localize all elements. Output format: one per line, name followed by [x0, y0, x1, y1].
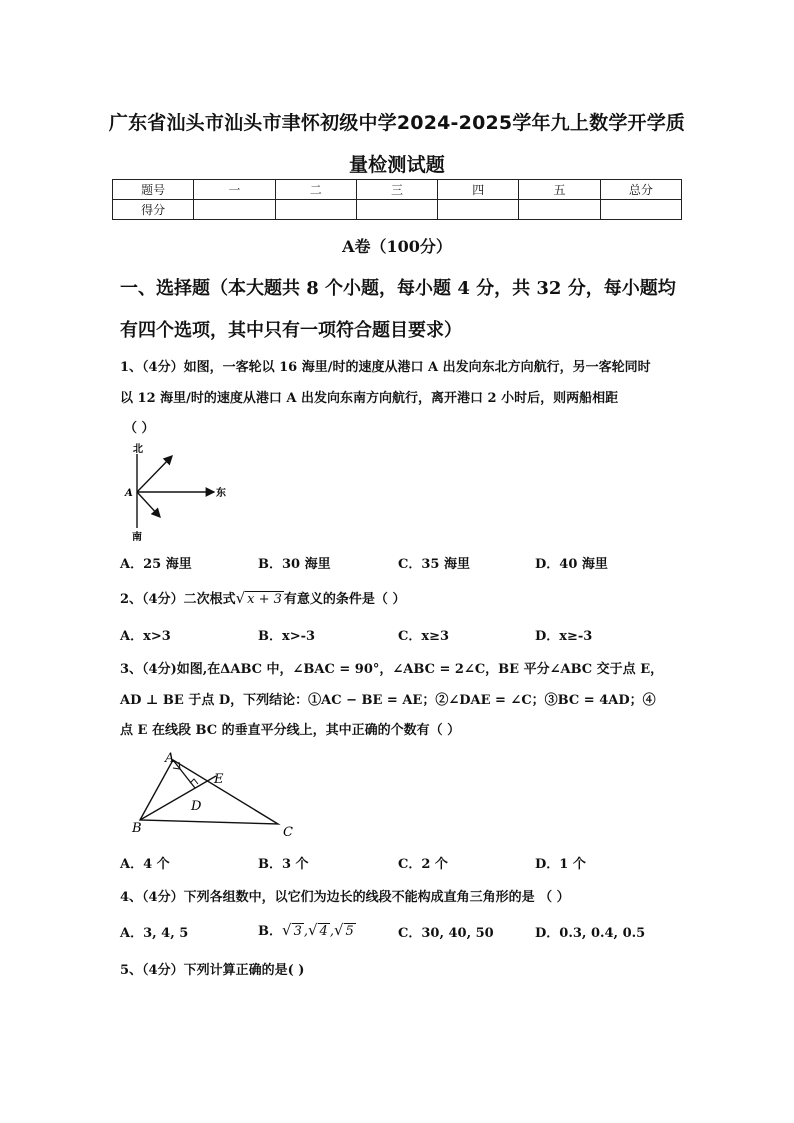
- q4-option-a[interactable]: A．3, 4, 5: [120, 926, 189, 941]
- southeast-ship-path: [137, 492, 160, 517]
- q4-text: 4、（4分）下列各组数中，以它们为边长的线段不能构成直角三角形的是 （ ）: [120, 890, 570, 905]
- doc-title-line2: 量检测试题: [348, 154, 445, 176]
- point-d-label: D: [191, 799, 202, 814]
- score-table-header-row: [113, 180, 682, 200]
- q3-triangle-figure: [128, 748, 303, 840]
- q3-option-a[interactable]: A．4 个: [120, 857, 170, 872]
- q4-option-c[interactable]: C．30, 40, 50: [398, 926, 494, 941]
- score-table-score-row: [113, 200, 682, 220]
- north-label: 北: [133, 444, 143, 455]
- vertex-c-label: C: [283, 825, 293, 840]
- score-cell-blank[interactable]: [356, 200, 437, 220]
- vertex-a-label: A: [165, 751, 175, 766]
- q2-sqrt-sign: √: [235, 589, 246, 607]
- q1-option-d[interactable]: D．40 海里: [535, 557, 608, 572]
- point-e-label: E: [214, 772, 224, 787]
- score-cell-header: 一: [194, 180, 275, 200]
- q1-compass-figure: [120, 440, 230, 545]
- q4-root-1: 3: [293, 924, 302, 939]
- section1-heading-line2: 有四个选项，其中只有一项符合题目要求）: [120, 320, 462, 341]
- score-cell-label: 得分: [113, 200, 194, 220]
- score-cell-blank[interactable]: [438, 200, 519, 220]
- score-cell-header: 四: [438, 180, 519, 200]
- score-cell-blank[interactable]: [275, 200, 356, 220]
- q2-option-d[interactable]: D．x≥-3: [535, 629, 593, 644]
- q1-option-c[interactable]: C．35 海里: [398, 557, 470, 572]
- score-cell-blank[interactable]: [600, 200, 681, 220]
- score-cell-blank[interactable]: [194, 200, 275, 220]
- q1-text-line2: 以 12 海里/时的速度从港口 A 出发向东南方向航行，离开港口 2 小时后，则两船相距: [120, 391, 619, 406]
- q2-radicand: x + 3: [247, 592, 282, 607]
- score-cell-blank[interactable]: [519, 200, 600, 220]
- q1-text-line3: （ ）: [124, 421, 155, 436]
- q1-text-line1: 1、（4分）如图，一客轮以 16 海里/时的速度从港口 A 出发向东北方向航行，另一客轮同时: [120, 360, 651, 375]
- q5-text: 5、（4分）下列计算正确的是( ): [120, 963, 305, 978]
- south-label: 南: [132, 532, 142, 543]
- q1-option-b[interactable]: B．30 海里: [258, 557, 331, 572]
- origin-label: A: [125, 488, 133, 499]
- q2-option-c[interactable]: C．x≥3: [398, 629, 450, 644]
- score-cell-header: 总分: [600, 180, 681, 200]
- section1-heading-line1: 一、选择题（本大题共 8 个小题，每小题 4 分，共 32 分，每小题均: [120, 278, 676, 299]
- sqrt-icon: √: [282, 921, 292, 939]
- perpendicular-ad: [173, 760, 195, 788]
- score-cell-header: 三: [356, 180, 437, 200]
- volume-heading: A卷（100分）: [342, 237, 452, 256]
- q2-text-post: 有意义的条件是（ ）: [283, 592, 406, 607]
- doc-title-line1: 广东省汕头市汕头市聿怀初级中学2024-2025学年九上数学开学质: [108, 112, 686, 134]
- q4-root-2: 4: [319, 924, 328, 939]
- q3-text-line1: 3、（4分)如图,在ΔABC 中，∠BAC = 90°，∠ABC = 2∠C，BE 平分∠ABC 交于点 E，: [120, 662, 664, 677]
- q2-text: [120, 588, 405, 607]
- q3-option-c[interactable]: C．2 个: [398, 857, 448, 872]
- sqrt-icon: √: [333, 921, 344, 939]
- q3-text-line2: AD ⊥ BE 于点 D，下列结论：①AC − BE = AE；②∠DAE = ∠C；③BC = 4AD；④: [120, 693, 656, 708]
- q3-option-d[interactable]: D．1 个: [535, 857, 586, 872]
- q2-text-pre: 2、（4分）二次根式: [120, 592, 236, 607]
- score-cell-header: 题号: [113, 180, 194, 200]
- q2-option-b[interactable]: B．x>-3: [258, 629, 316, 644]
- q4-option-b[interactable]: B．√ 3 ,√ 4 ,√ 5: [258, 921, 354, 939]
- q4-root-3: 5: [345, 924, 354, 939]
- q1-option-a[interactable]: A．25 海里: [120, 557, 192, 572]
- sqrt-icon: √: [307, 921, 318, 939]
- q3-option-b[interactable]: B．3 个: [258, 857, 309, 872]
- triangle-abc: [140, 760, 278, 824]
- score-cell-header: 五: [519, 180, 600, 200]
- score-table: [112, 179, 682, 220]
- east-label: 东: [216, 488, 226, 499]
- vertex-b-label: B: [132, 821, 142, 836]
- q4-option-b-label: B．: [258, 924, 282, 939]
- northeast-ship-path: [137, 456, 172, 492]
- q2-option-a[interactable]: A．x>3: [120, 629, 171, 644]
- q4-option-d[interactable]: D．0.3, 0.4, 0.5: [535, 926, 646, 941]
- score-cell-header: 二: [275, 180, 356, 200]
- q3-text-line3: 点 E 在线段 BC 的垂直平分线上，其中正确的个数有（ ）: [120, 723, 461, 738]
